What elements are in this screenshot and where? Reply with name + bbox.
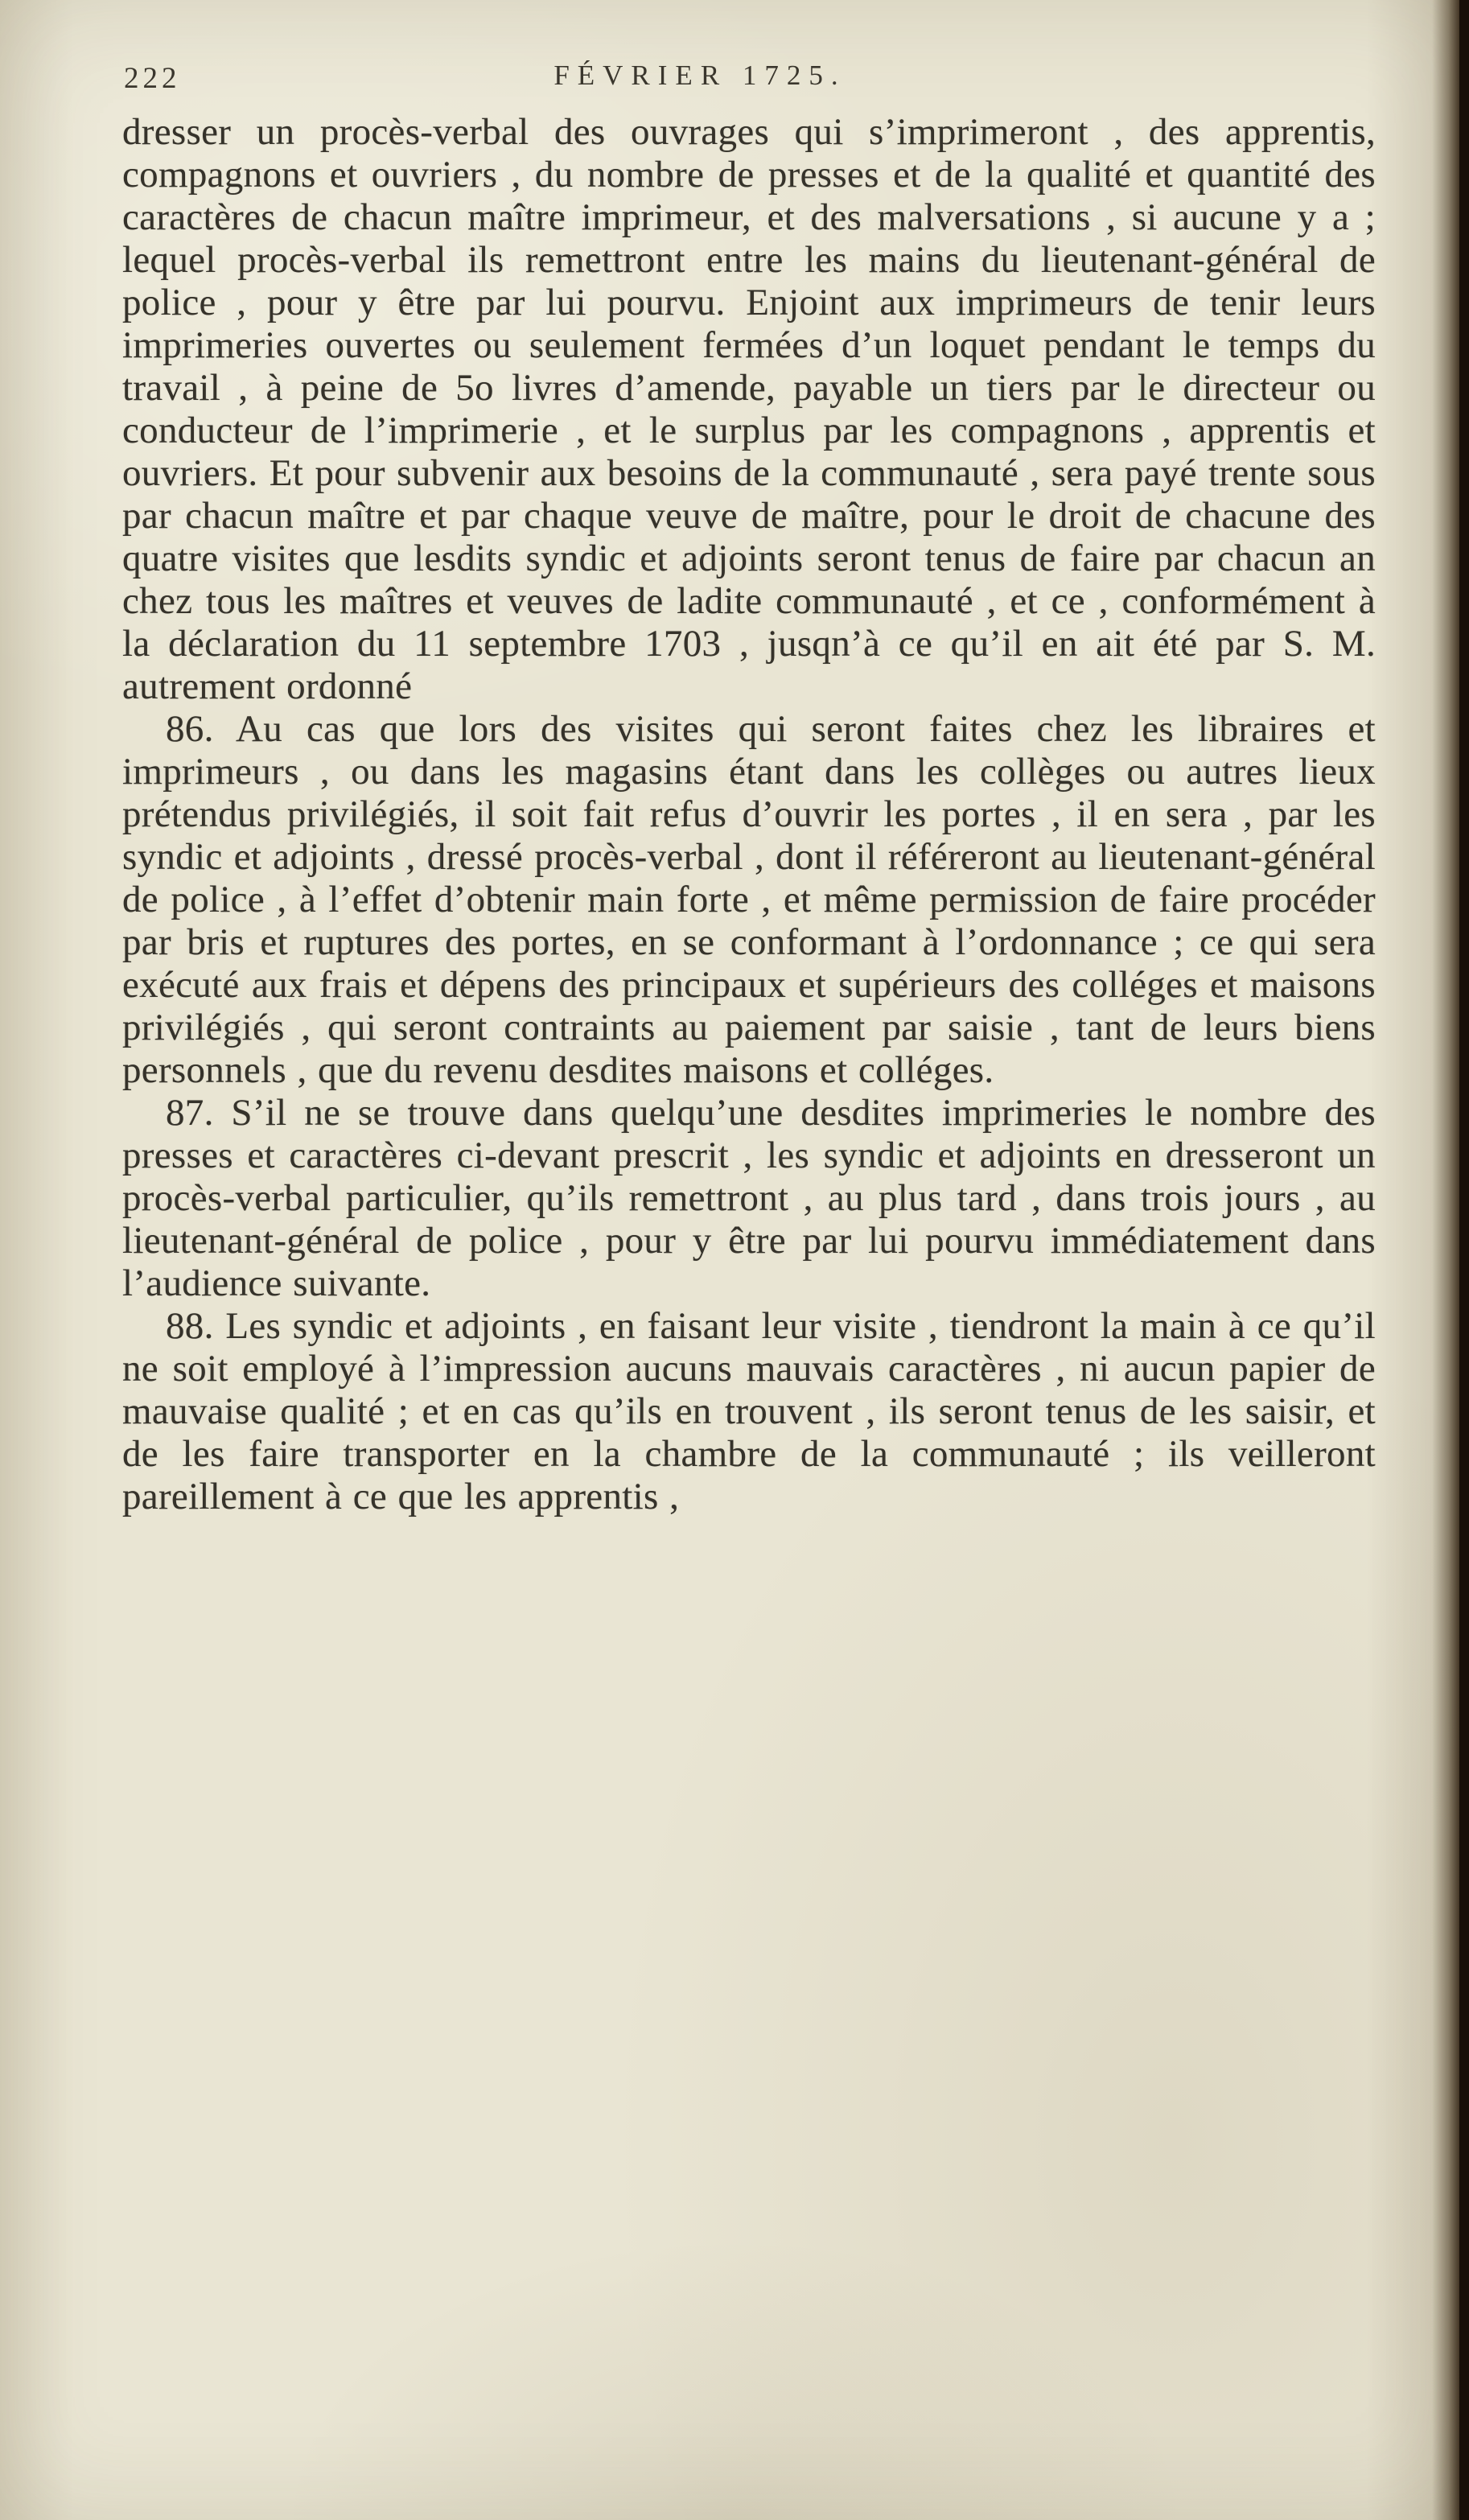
running-title: FÉVRIER 1725. xyxy=(553,60,846,91)
page-number: 222 xyxy=(124,62,181,95)
paragraph-article-87: 87. S’il ne se trouve dans quelqu’une desdites imprimeries le nombre des presses et caractères ci-devant prescrit , les syndic et adjoints en dresseront un procès-verbal particulier, qu’ils remettront , au plus tard , dans trois jours , au lieutenant-général de police , pour y être par lui pourvu immédiatement dans l’audience suivante. xyxy=(122,1092,1376,1304)
paragraph-continuation: dresser un procès-verbal des ouvrages qui s’imprimeront , des apprentis, compagnons et ouvriers , du nombre de presses et de la qualité et quantité des caractères de chacun maître imprimeur, et des malversations , si aucune y a ; lequel procès-verbal ils remettront entre les mains du lieutenant-général de police , pour y être par lui pourvu. Enjoint aux imprimeurs de tenir leurs imprimeries ouvertes ou seulement fermées d’un loquet pendant le temps du travail , à peine de 5o livres d’amende, payable un tiers par le directeur ou conducteur de l’imprimerie , et le surplus par les compagnons , apprentis et ouvriers. Et pour subvenir aux besoins de la communauté , sera payé trente sous par chacun maître et par chaque veuve de maître, pour le droit de chacune des quatre visites que lesdits syndic et adjoints seront tenus de faire par chacun an chez tous les maîtres et veuves de ladite communauté , et ce , conformément à la déclaration du 11 septembre 1703 , jusqn’à ce qu’il en ait été par S. M. autrement ordonné xyxy=(122,111,1376,707)
paragraph-article-88: 88. Les syndic et adjoints , en faisant leur visite , tiendront la main à ce qu’il ne soit employé à l’impression aucuns mauvais caractères , ni aucun papier de mauvaise qualité ; et en cas qu’ils en trouvent , ils seront tenus de les saisir, et de les faire transporter en la chambre de la communauté ; ils veilleront pareillement à ce que les apprentis , xyxy=(122,1305,1376,1517)
book-edge xyxy=(1459,0,1469,2520)
text-block xyxy=(122,111,1376,1518)
paragraph-article-86: 86. Au cas que lors des visites qui seront faites chez les libraires et imprimeurs , ou dans les magasins étant dans les collèges ou autres lieux prétendus privilégiés, il soit fait refus d’ouvrir les portes , il en sera , par les syndic et adjoints , dressé procès-verbal , dont il référeront au lieutenant-général de police , à l’effet d’obtenir main forte , et même permission de faire procéder par bris et ruptures des portes, en se conformant à l’ordonnance ; ce qui sera exécuté aux frais et dépens des principaux et supérieurs des colléges et maisons privilégiés , qui seront contraints au paiement par saisie , tant de leurs biens personnels , que du revenu desdites maisons et colléges. xyxy=(122,708,1376,1091)
running-head xyxy=(122,56,1374,98)
